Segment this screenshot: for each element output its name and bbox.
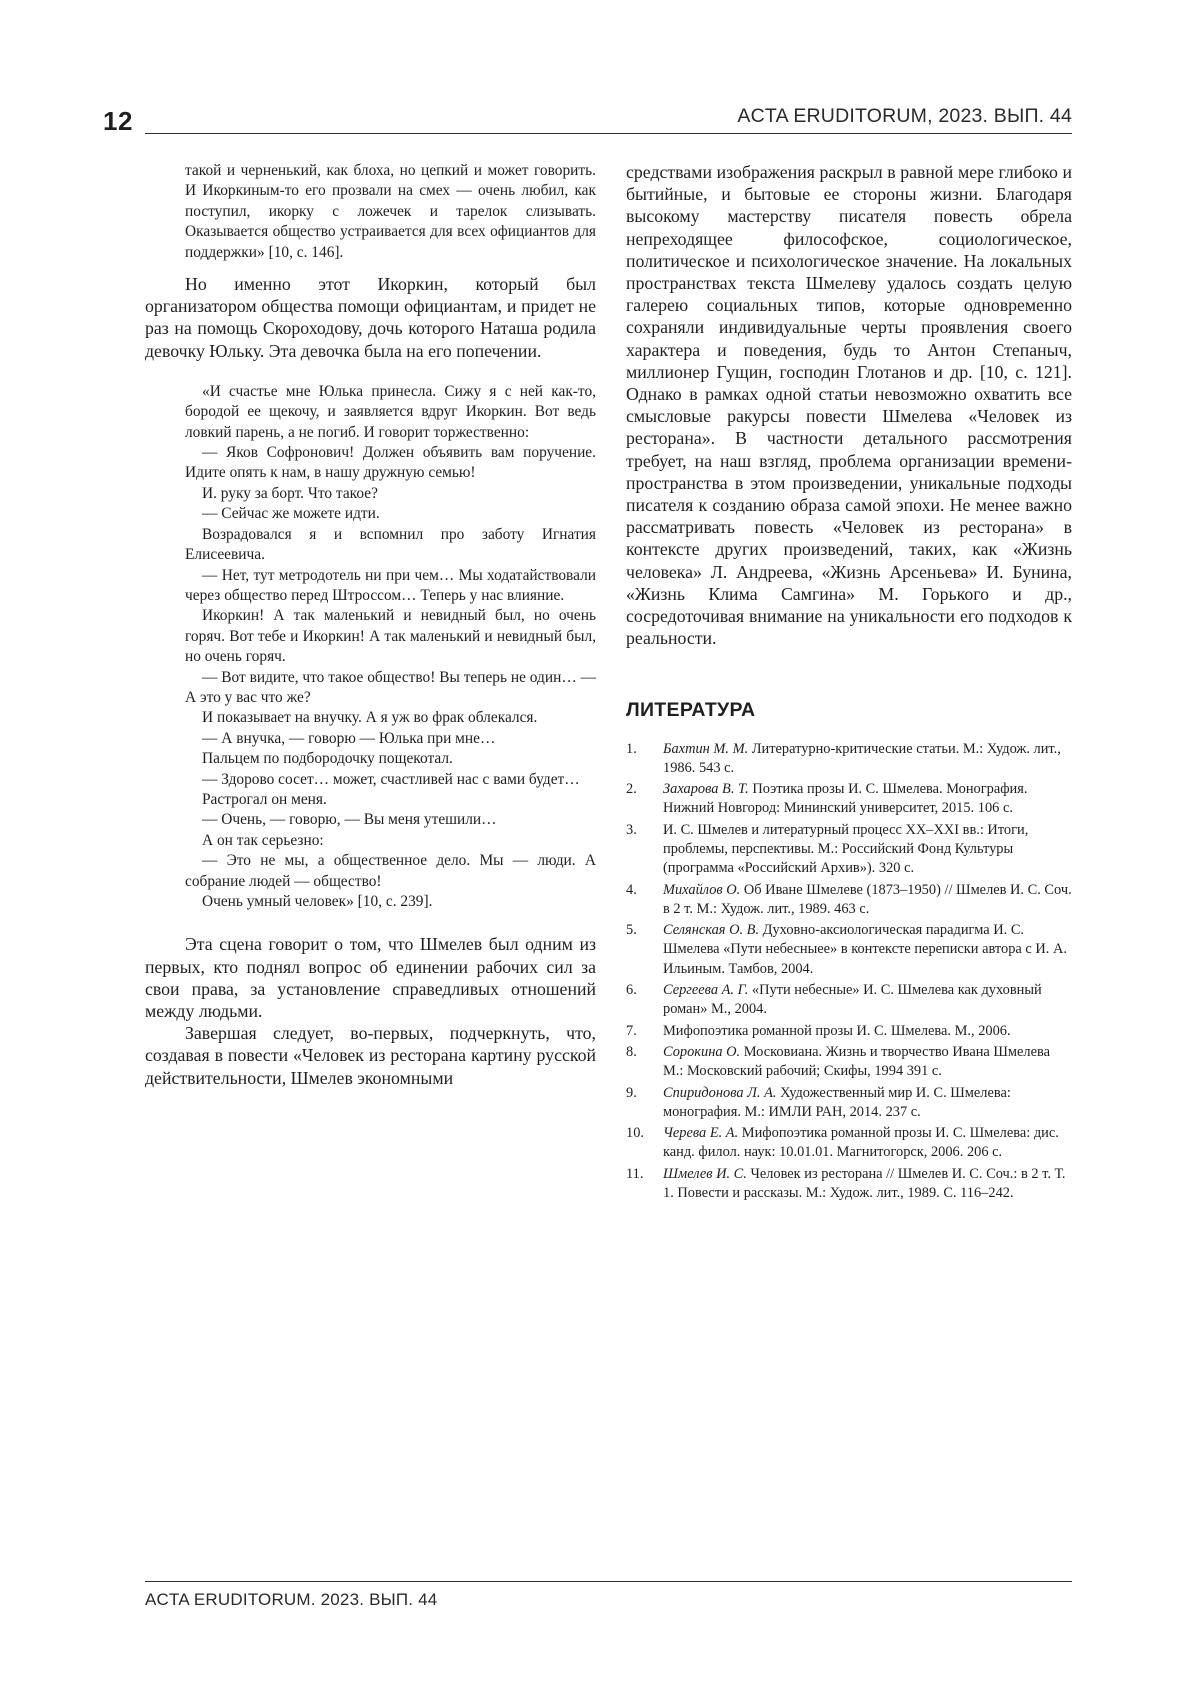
reference-item bbox=[626, 1084, 1072, 1122]
reference-text: Человек из ресторана // Шмелев И. С. Соч.: в 2 т. Т. 1. Повести и рассказы. М.: Худож. лит., 1989. С. 116–242. bbox=[663, 1165, 1066, 1202]
page-number: 12 bbox=[103, 106, 133, 136]
reference-text: Литературно-критические статьи. М.: Худож. лит., 1986. 543 с. bbox=[663, 740, 1061, 776]
quote-paragraph: Возрадовался я и вспомнил про заботу Игнатия Елисеевича. bbox=[185, 525, 596, 564]
quote-paragraph: — Вот видите, что такое общество! Вы теперь не один… — А это у вас что же? bbox=[185, 668, 596, 706]
reference-number: 5. bbox=[626, 922, 637, 939]
quote-paragraph: И показывает на внучку. А я уж во фрак облекался. bbox=[202, 709, 538, 727]
quote-paragraph: такой и черненький, как блоха, но цепкий и может говорить. И Икоркиным-то его прозвали на смех — очень любил, как поступил, икорку с ложечек и тарелок слизывать. Оказывается общество устраивается для всех официантов для поддержки» [10, с. 146]. bbox=[185, 162, 596, 261]
reference-author: Михайлов О. bbox=[663, 881, 741, 898]
left-column bbox=[145, 161, 596, 1089]
right-column bbox=[626, 161, 1072, 1205]
reference-list bbox=[626, 740, 1072, 1204]
blockquote-dialogue bbox=[185, 382, 596, 913]
reference-text: Мифопоэтика романной прозы И. С. Шмелева: дис. канд. филол. наук: 10.01.01. Магнитогорск, 2006. 206 с. bbox=[663, 1125, 1059, 1161]
reference-author: Бахтин М. М. bbox=[663, 740, 749, 757]
reference-item bbox=[626, 821, 1072, 879]
running-footer: ACTA ERUDITORUM. 2023. ВЫП. 44 bbox=[145, 1590, 438, 1609]
quote-paragraph: И. руку за борт. Что такое? bbox=[202, 484, 378, 502]
body-paragraph: Эта сцена говорит о том, что Шмелев был одним из первых, кто поднял вопрос об единении рабочих сил за свои права, за установление справедливых отношений между людьми. bbox=[145, 934, 596, 1022]
quote-paragraph: «И счастье мне Юлька принесла. Сижу я с ней как-то, бородой ее щекочу, и заявляется вдруг Икоркин. Вот ведь ловкий парень, а не погиб. И говорит торжественно: bbox=[185, 382, 596, 441]
reference-text: Московиана. Жизнь и творчество Ивана Шмелева М.: Московский рабочий; Скифы, 1994 391 с. bbox=[663, 1044, 1050, 1080]
reference-item bbox=[626, 981, 1072, 1019]
quote-paragraph: — Сейчас же можете идти. bbox=[202, 505, 380, 523]
reference-text: Об Иване Шмелеве (1873–1950) // Шмелев И. С. Соч. в 2 т. М.: Худож. лит., 1989. 463 с. bbox=[663, 881, 1072, 917]
reference-number: 10. bbox=[626, 1125, 644, 1142]
quote-paragraph: — А внучка, — говорю — Юлька при мне… bbox=[202, 729, 496, 747]
reference-item bbox=[626, 780, 1072, 818]
quote-paragraph: Пальцем по подбородочку пощекотал. bbox=[202, 750, 453, 768]
running-header: ACTA ERUDITORUM, 2023. ВЫП. 44 bbox=[737, 105, 1072, 127]
quote-paragraph: — Яков Софронович! Должен объявить вам поручение. Идите опять к нам, в нашу дружную семью! bbox=[185, 444, 596, 482]
reference-author: Захарова В. Т. bbox=[663, 781, 749, 798]
reference-number: 6. bbox=[626, 982, 637, 999]
quote-paragraph: Икоркин! А так маленький и невидный был, но очень горяч. Вот тебе и Икоркин! А так маленький и невидный был, но очень горяч. bbox=[185, 607, 596, 666]
reference-item bbox=[626, 1022, 1072, 1041]
reference-item bbox=[626, 881, 1072, 919]
reference-item bbox=[626, 1043, 1072, 1081]
reference-number: 3. bbox=[626, 821, 637, 838]
reference-author: Черева Е. А. bbox=[663, 1125, 739, 1142]
reference-item bbox=[626, 1165, 1072, 1203]
reference-text: Мифопоэтика романной прозы И. С. Шмелева. М., 2006. bbox=[663, 1022, 1011, 1039]
reference-number: 8. bbox=[626, 1044, 637, 1061]
reference-number: 11. bbox=[626, 1165, 644, 1182]
body-paragraph: средствами изображения раскрыл в равной мере глибоко и бытийные, и бытовые ее стороны жизни. Благодаря высокому мастерству писателя повесть обрела непреходящее философское, социологическое, политическое и психологическое значение. На локальных пространствах текста Шмелеву удалось создать целую галерею социальных типов, которые одновременно сохраняли индивидуальные черты проявления своего характера и поведения, будь то Антон Степаныч, миллионер Гущин, господин Глотанов и др. [10, с. 121]. Однако в рамках одной статьи невозможно охватить все смысловые ракурсы повести Шмелева «Человек из ресторана». В частности детального рассмотрения требует, на наш взгляд, проблема организации временипространства в этом произведении, уникальные подходы писателя к созданию образа самой эпохи. Не менее важно рассматривать повесть «Человек из ресторана» в контексте других произведений, таких, как «Жизнь человека» Л. Андреева, «Жизнь Арсеньева» И. Бунина, «Жизнь Клима Самгина» М. Горького и др., сосредоточивая внимание на уникальности его подходов к реальности. bbox=[626, 162, 1072, 649]
footer-rule bbox=[145, 1581, 1072, 1582]
blockquote-continuation bbox=[185, 161, 596, 263]
quote-paragraph: — Очень, — говорю, — Вы меня утешили… bbox=[202, 811, 497, 829]
reference-author: Спиридонова Л. А. bbox=[663, 1084, 777, 1101]
reference-author: Сергеева А. Г. bbox=[663, 982, 749, 999]
reference-text: И. С. Шмелев и литературный процесс XX–XXI вв.: Итоги, проблемы, перспективы. М.: Российский Фонд Культуры (программа «Российский Архив»). 320 с. bbox=[663, 821, 1029, 877]
reference-number: 2. bbox=[626, 781, 637, 798]
reference-number: 4. bbox=[626, 881, 637, 898]
body-paragraph: Но именно этот Икоркин, который был организатором общества помощи официантам, и придет не раз на помощь Скороходову, дочь которого Наташа родила девочку Юльку. Эта девочка была на его попечении. bbox=[145, 274, 596, 361]
reference-text: «Пути небесные» И. С. Шмелева как духовный роман» М., 2004. bbox=[663, 982, 1042, 1018]
reference-item bbox=[626, 740, 1072, 778]
references-heading: ЛИТЕРАТУРА bbox=[626, 699, 756, 722]
quote-paragraph: А он так серьезно: bbox=[202, 831, 324, 849]
reference-number: 7. bbox=[626, 1022, 637, 1039]
reference-text: Духовно-аксиологическая парадигма И. С. Шмелева «Пути небесныее» в контексте переписки автора с И. А. Ильиным. Тамбов, 2004. bbox=[663, 922, 1067, 977]
reference-number: 9. bbox=[626, 1084, 637, 1101]
reference-number: 1. bbox=[626, 740, 637, 757]
quote-paragraph: — Здорово сосет… может, счастливей нас с вами будет… bbox=[202, 770, 580, 788]
body-paragraph: Завершая следует, во-первых, подчеркнуть, что, создавая в повести «Человек из ресторана картину русской действительности, Шмелев экономными bbox=[145, 1023, 596, 1088]
quote-paragraph: Растрогал он меня. bbox=[202, 790, 327, 808]
reference-text: Художественный мир И. С. Шмелева: монография. М.: ИМЛИ РАН, 2014. 237 с. bbox=[663, 1084, 1011, 1120]
reference-item bbox=[626, 1124, 1072, 1162]
quote-paragraph: — Нет, тут метродотель ни при чем… Мы ходатайствовали через общество перед Штроссом… Теперь у нас влияние. bbox=[185, 566, 596, 604]
reference-author: Сорокина О. bbox=[663, 1044, 741, 1061]
header-rule bbox=[145, 133, 1072, 134]
reference-item bbox=[626, 921, 1072, 979]
reference-author: Шмелев И. С. bbox=[663, 1165, 747, 1182]
quote-paragraph: Очень умный человек» [10, с. 239]. bbox=[202, 893, 433, 910]
quote-paragraph: — Это не мы, а общественное дело. Мы — люди. А собрание людей — общество! bbox=[185, 852, 596, 890]
reference-text: Поэтика прозы И. С. Шмелева. Монография. Нижний Новгород: Мининский университет, 2015. 106 с. bbox=[663, 781, 1028, 817]
reference-author: Селянская О. В. bbox=[663, 922, 760, 939]
